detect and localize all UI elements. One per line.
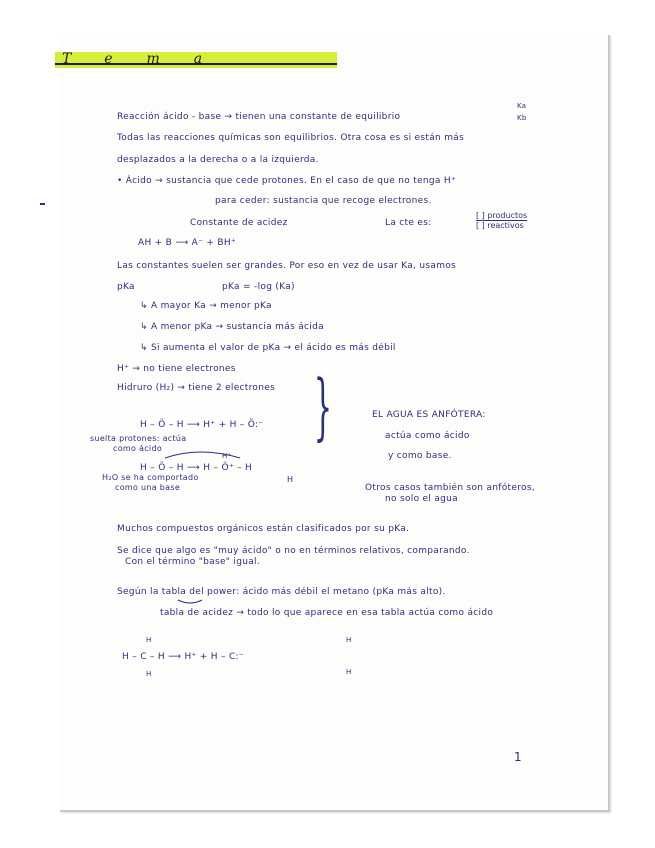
line-cte-is: La cte es:: [385, 218, 432, 228]
line-reaction-ah-b: AH + B ⟶ A⁻ + BH⁺: [138, 238, 236, 248]
proton-transfer-curve: [165, 452, 240, 458]
note-as-acid: como ácido: [113, 444, 163, 453]
line-and-as-base: y como base.: [388, 451, 452, 461]
line-base-same: Con el término "base" igual.: [125, 557, 260, 567]
ka-label: Ka: [517, 102, 527, 110]
reaction-methane: H – C – H ⟶ H⁺ + H – C:⁻: [122, 652, 244, 662]
tabla-underline-curve: [178, 600, 202, 603]
label-h-plus-arrow: H⁺: [222, 452, 232, 460]
note-as-base: como una base: [115, 483, 181, 492]
line-very-acidic: Se dice que algo es "muy ácido" o no en términos relativos, comparando.: [117, 546, 470, 556]
line-organic-compounds: Muchos compuestos orgánicos están clasificados por su pKa.: [117, 524, 410, 534]
carbanion-h-bottom: H: [346, 668, 352, 676]
page-title: Tema: [62, 51, 237, 67]
line-acts-as-acid: actúa como ácido: [385, 431, 470, 441]
line-acid-base-reaction: Reacción ácido - base → tienen una constante de equilibrio: [117, 112, 401, 122]
line-acidity-table: tabla de acidez → todo lo que aparece en esa tabla actúa como ácido: [160, 608, 494, 618]
line-lower-pka: ↳ A menor pKa → sustancia más ácida: [140, 322, 324, 332]
line-power-table: Según la tabla del power: ácido más débil el metano (pKa más alto).: [117, 587, 446, 597]
line-not-only-water: no solo el agua: [385, 494, 458, 504]
line-h-plus: H⁺ → no tiene electrones: [117, 364, 236, 374]
line-equilibria: Todas las reacciones químicas son equilibrios. Otra cosa es si están más: [117, 133, 465, 143]
line-pka-formula: pKa = -log (Ka): [222, 282, 295, 292]
methane-h-bottom: H: [146, 670, 152, 678]
note-releases-protons: suelta protones: actúa: [90, 434, 187, 443]
line-large-constants: Las constantes suelen ser grandes. Por eso en vez de usar Ka, usamos: [117, 261, 457, 271]
line-pka: pKa: [117, 282, 135, 292]
line-pka-increase: ↳ Si aumenta el valor de pKa → el ácido es más débil: [140, 343, 396, 353]
reaction-water-base: H – Ö – H ⟶ H – Ö⁺ – H: [140, 463, 253, 473]
note-water-behaved: H₂O se ha comportado: [102, 473, 199, 482]
line-displaced: desplazados a la derecha o a la izquierda.: [117, 155, 319, 165]
page-number: 1: [514, 750, 522, 764]
label-h-below: H: [287, 475, 294, 484]
kb-label: Kb: [517, 114, 527, 122]
line-hydride: Hidruro (H₂) → tiene 2 electrones: [117, 383, 276, 393]
line-acid-definition: • Ácido → sustancia que cede protones. En el caso de que no tenga H⁺: [117, 176, 457, 186]
line-electrons: para ceder: sustancia que recoge electrones.: [215, 196, 432, 206]
line-higher-ka: ↳ A mayor Ka → menor pKa: [140, 301, 272, 311]
reaction-water-acid: H – Ö – H ⟶ H⁺ + H – Ö:⁻: [140, 420, 264, 430]
fraction-denominator: [ ] reactivos: [476, 220, 527, 230]
curly-brace: }: [313, 364, 333, 448]
carbanion-h-top: H: [346, 636, 352, 644]
line-other-cases: Otros casos también son anfóteros,: [365, 483, 535, 493]
fraction-numerator: [ ] productos: [476, 211, 528, 220]
line-acidity-constant: Constante de acidez: [190, 218, 288, 228]
methane-h-top: H: [146, 636, 152, 644]
line-water-amphoteric: EL AGUA ES ANFÓTERA:: [372, 410, 486, 420]
